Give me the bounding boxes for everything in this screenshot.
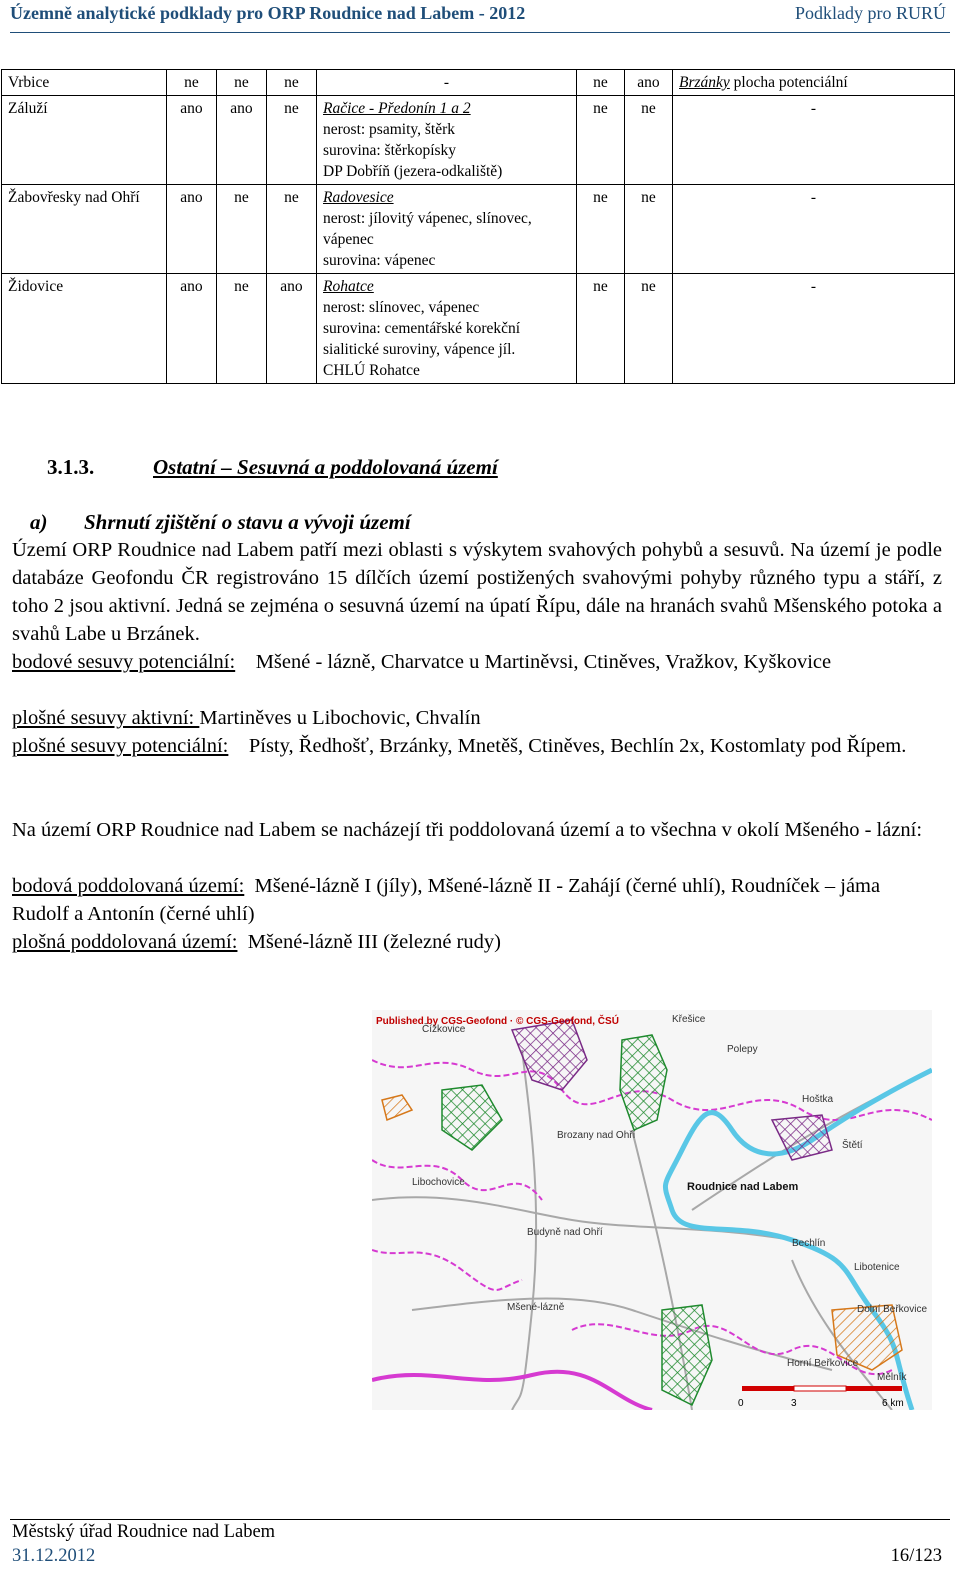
list-label: plošné sesuvy aktivní:	[12, 707, 200, 729]
cell: ne	[217, 274, 267, 384]
cell: -	[673, 274, 955, 384]
map-place: Dolní Beřkovice	[857, 1304, 928, 1315]
footer-page-number: 16/123	[890, 1546, 942, 1566]
list-label: bodové sesuvy potenciální:	[12, 651, 236, 673]
map-place: Budyně nad Ohří	[527, 1227, 603, 1238]
cell: ne	[577, 96, 625, 185]
cell	[317, 185, 577, 274]
cell: -	[673, 185, 955, 274]
cell-name: Záluží	[2, 96, 167, 185]
area-potential-landslides	[12, 732, 942, 760]
map-place: Libotenice	[854, 1262, 900, 1273]
cell-link[interactable]: Račice - Předonín 1 a 2	[323, 100, 471, 117]
cell	[673, 70, 955, 96]
cell: ano	[625, 70, 673, 96]
scale-label: 6 km	[882, 1398, 904, 1409]
paragraph-landslides: Území ORP Roudnice nad Labem patří mezi oblasti s výskytem svahových pohybů a sesuvů. Na území je podle databáze Geofondu ČR registrováno 15 dílčích území postižených svahovými pohyby různého typu a stáří, z toho 2 jsou aktivní. Jedná se zejména o sesuvná území na úpatí Řípu, dále na hranách svahů Mšenského potoka a svahů Labe u Brzánek.	[12, 539, 942, 645]
cell-text: plocha potenciální	[729, 74, 848, 91]
table-row	[2, 70, 955, 96]
list-label: plošné sesuvy potenciální:	[12, 735, 229, 757]
cell: ano	[167, 96, 217, 185]
scale-segment	[846, 1386, 902, 1391]
section-number: 3.1.3.	[47, 455, 95, 479]
list-text: Mšené - lázně, Charvatce u Martiněvsi, Ctiněves, Vražkov, Kyškovice	[255, 651, 832, 673]
cell-name: Žabovřesky nad Ohří	[2, 185, 167, 274]
list-text: Mšené-lázně III (železné rudy)	[247, 931, 501, 953]
map-graphic	[372, 1010, 932, 1410]
list-text: Písty, Ředhošť, Brzánky, Mnetěš, Ctiněves, Bechlín 2x, Kostomlaty pod Řípem.	[248, 735, 907, 757]
cell	[317, 70, 577, 96]
section-heading	[47, 455, 498, 480]
scale-segment	[794, 1386, 846, 1391]
area-undermined	[12, 928, 942, 956]
map-place: Čížkovice	[422, 1024, 466, 1035]
cell: -	[673, 96, 955, 185]
cell: ne	[217, 70, 267, 96]
map-place: Štětí	[842, 1140, 863, 1151]
cell: ne	[167, 70, 217, 96]
cell: ne	[577, 70, 625, 96]
deposits-table	[1, 69, 955, 384]
map-published: Published by CGS-Geofond · © CGS-Geofond, ČSÚ	[376, 1016, 619, 1027]
cell-name: Vrbice	[2, 70, 167, 96]
footer-divider	[10, 1519, 950, 1520]
cell-link[interactable]: Brzánky	[679, 74, 730, 91]
landslide-map	[372, 1010, 932, 1410]
table-row	[2, 96, 955, 185]
cell	[317, 96, 577, 185]
point-undermined	[12, 872, 942, 928]
table-row	[2, 274, 955, 384]
footer-date: 31.12.2012	[12, 1546, 96, 1566]
cell-name: Židovice	[2, 274, 167, 384]
point-potential-landslides	[12, 648, 942, 676]
subsection-heading	[30, 510, 411, 535]
subsection-title: Shrnutí zjištění o stavu a vývoji území	[84, 510, 411, 534]
cell-text: -	[443, 74, 450, 91]
header-divider	[10, 32, 950, 33]
map-place: Mělník	[877, 1372, 907, 1383]
cell: ne	[625, 185, 673, 274]
cell: ne	[577, 185, 625, 274]
list-label: plošná poddolovaná území:	[12, 931, 238, 953]
scale-label: 0	[738, 1398, 744, 1409]
cell: ano	[217, 96, 267, 185]
scale-label: 3	[791, 1398, 797, 1409]
cell: ano	[167, 185, 217, 274]
cell: ne	[625, 96, 673, 185]
cell-link[interactable]: Radovesice	[323, 189, 394, 206]
map-place: Horní Beřkovice	[787, 1358, 859, 1369]
map-place: Hoštka	[802, 1094, 834, 1105]
cell: ne	[625, 274, 673, 384]
area-active-landslides	[12, 704, 942, 732]
cell: ne	[267, 96, 317, 185]
subsection-label: a)	[30, 510, 48, 534]
footer-org: Městský úřad Roudnice nad Labem	[12, 1522, 276, 1542]
header-title: Územně analytické podklady pro ORP Roudnice nad Labem - 2012	[10, 3, 526, 23]
cell	[317, 274, 577, 384]
cell: ne	[267, 185, 317, 274]
cell: ano	[167, 274, 217, 384]
cell-link[interactable]: Rohatce	[323, 278, 374, 295]
cell: ne	[267, 70, 317, 96]
cell: ne	[577, 274, 625, 384]
list-text: Mšené-lázně I (jíly), Mšené-lázně II - Zahájí (černé uhlí), Roudníček – jáma Rudolf a Antonín (černé uhlí)	[12, 875, 881, 925]
cell: ano	[267, 274, 317, 384]
cell: ne	[217, 185, 267, 274]
scale-segment	[742, 1386, 794, 1391]
map-place: Bechlín	[792, 1238, 826, 1249]
map-place: Mšené-lázně	[507, 1302, 565, 1313]
list-text: Martiněves u Libochovic, Chvalín	[199, 707, 481, 729]
paragraph-undermined: Na území ORP Roudnice nad Labem se nacházejí tři poddolovaná území a to všechna v okolí Mšeného - lázní:	[12, 819, 923, 841]
table-row	[2, 185, 955, 274]
list-label: bodová poddolovaná území:	[12, 875, 245, 897]
map-place: Roudnice nad Labem	[687, 1181, 799, 1193]
section-title: Ostatní – Sesuvná a poddolovaná území	[153, 455, 498, 479]
cell-text: nerost: psamity, štěrk surovina: štěrkopísky DP Dobříň (jezera-odkaliště)	[323, 121, 503, 180]
map-place: Křešice	[672, 1014, 706, 1025]
cell-text: nerost: jílovitý vápenec, slínovec, vápenec surovina: vápenec	[323, 210, 532, 269]
map-place: Brozany nad Ohří	[557, 1130, 636, 1141]
header-right: Podklady pro RURÚ	[794, 3, 946, 23]
map-place: Polepy	[727, 1044, 758, 1055]
map-place: Libochovice	[412, 1177, 465, 1188]
cell-text: nerost: slínovec, vápenec surovina: cementářské korekční sialitické suroviny, vápence jíl. CHLÚ Rohatce	[323, 299, 521, 379]
